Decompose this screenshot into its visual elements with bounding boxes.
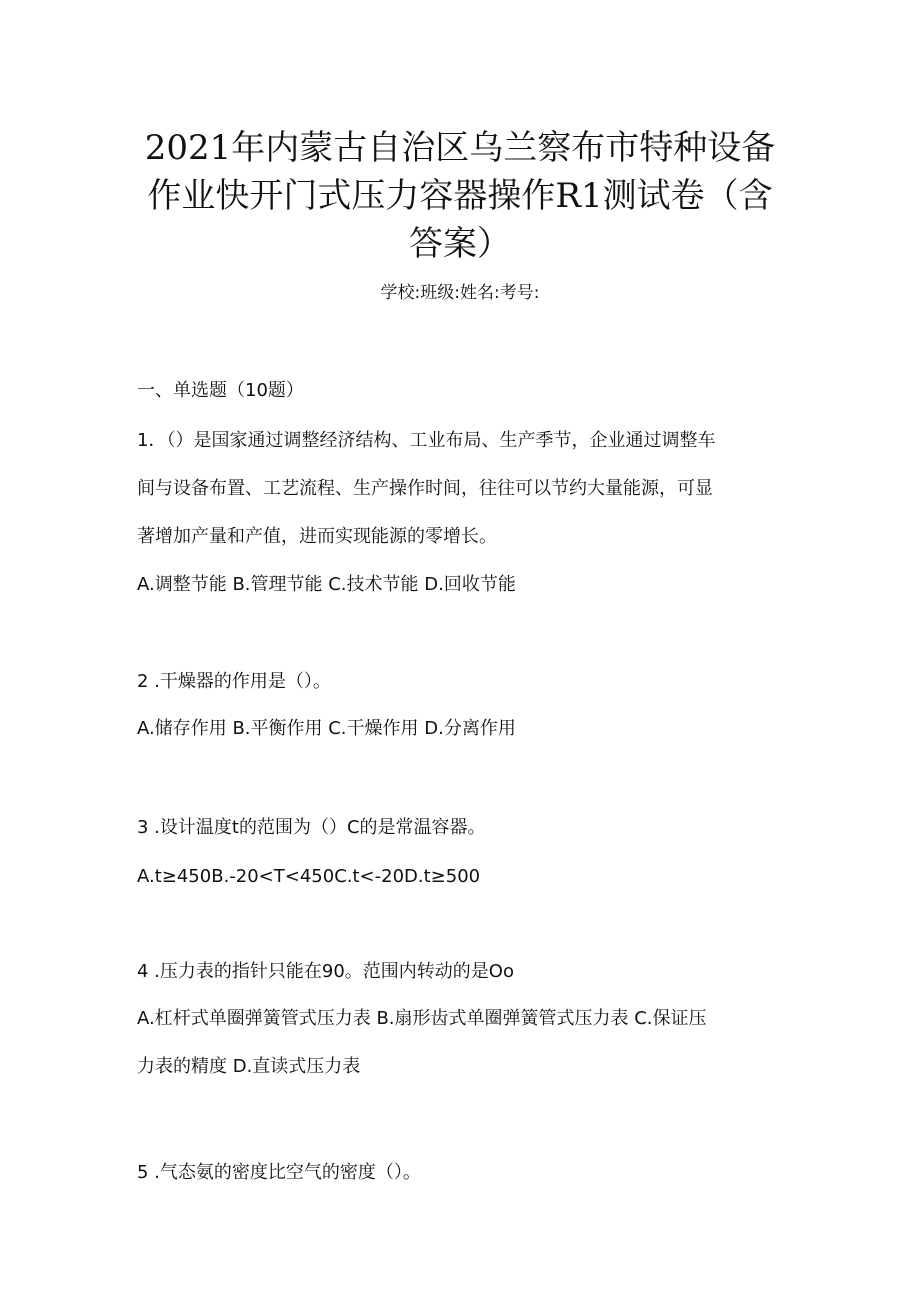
question-1-options: A.调整节能 B.管理节能 C.技术节能 D.回收节能: [137, 574, 516, 595]
title-line-1: 2021年内蒙古自治区乌兰察布市特种设备: [144, 128, 776, 168]
student-info-line: 学校:班级:姓名:考号:: [380, 283, 540, 303]
question-4-options-line-2: 力表的精度 D.直读式压力表: [137, 1056, 361, 1077]
question-1-stem-line-3: 著增加产量和产值，进而实现能源的零增长。: [137, 526, 497, 547]
question-1-stem-line-1: 1．（）是国家通过调整经济结构、工业布局、生产季节，企业通过调整车: [137, 430, 716, 451]
question-4-stem: 4 .压力表的指针只能在90。范围内转动的是Oo: [137, 961, 514, 982]
question-2-stem: 2 .干燥器的作用是（）。: [137, 671, 331, 692]
section-heading: 一、单选题（10题）: [137, 380, 304, 401]
question-5-stem: 5 .气态氨的密度比空气的密度（）。: [137, 1162, 421, 1183]
question-2-options: A.储存作用 B.平衡作用 C.干燥作用 D.分离作用: [137, 718, 516, 739]
question-4-options-line-1: A.杠杆式单圈弹簧管式压力表 B.扇形齿式单圈弹簧管式压力表 C.保证压: [137, 1008, 707, 1029]
question-1-stem-line-2: 间与设备布置、工艺流程、生产操作时间，往往可以节约大量能源，可显: [137, 478, 713, 499]
question-3-options: A.t≥450B.-20<T<450C.t<-20D.t≥500: [137, 866, 481, 887]
title-line-3: 答案）: [409, 224, 511, 264]
title-line-2: 作业快开门式压力容器操作R1测试卷（含: [147, 176, 773, 216]
question-3-stem: 3 .设计温度t的范围为（）C的是常温容器。: [137, 817, 486, 838]
document-title: [120, 124, 800, 268]
